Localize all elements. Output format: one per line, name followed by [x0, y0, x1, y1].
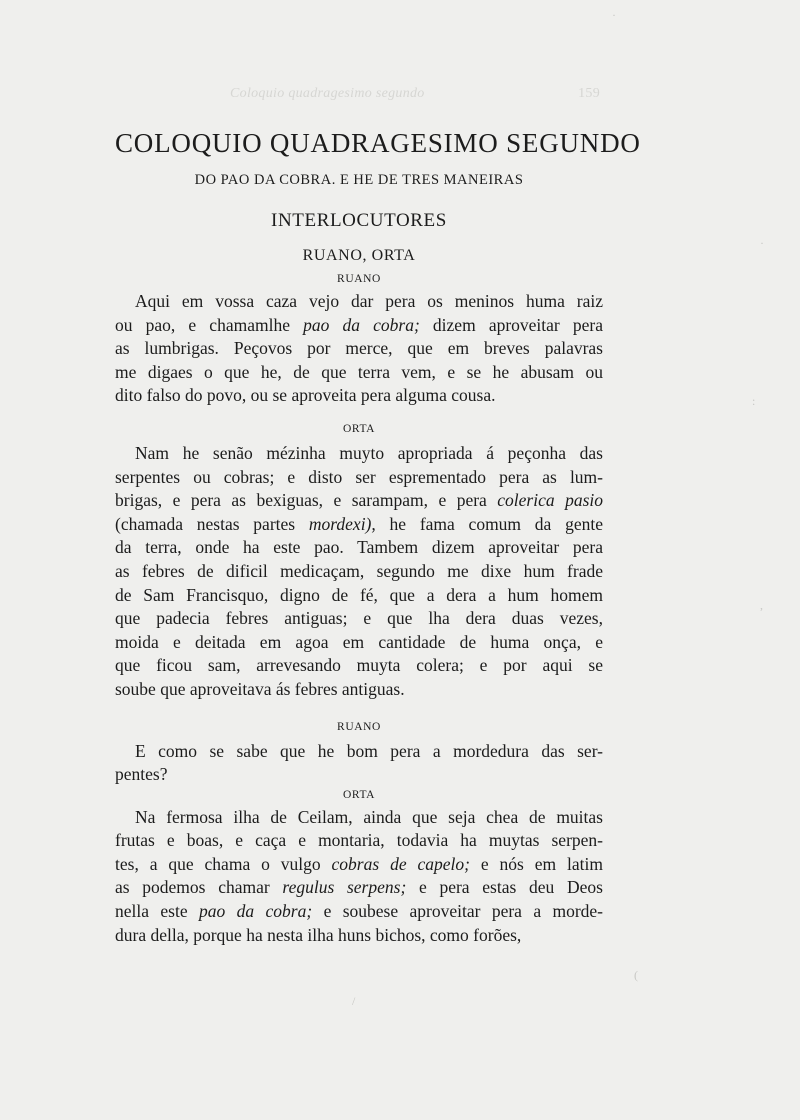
text-line: da terra, onde ha este pao. Tambem dizem aproveitar pera — [115, 537, 603, 558]
text-line: as lumbrigas. Peçovos por merce, que em breves palavras — [115, 338, 603, 359]
text-line: de Sam Francisquo, digno de fé, que a dera a hum homem — [115, 584, 603, 605]
italic-term: regulus serpens; — [282, 877, 407, 898]
text-line: que padecia febres antiguas; e que lha dera duas vezes, — [115, 608, 603, 629]
text-line: E como se sabe que he bom pera a mordedura das ser- — [135, 740, 603, 761]
text-line: (chamada nestas partes mordexi), he fama comum da gente — [115, 513, 603, 534]
dialogue-paragraph — [115, 442, 603, 702]
speaker-label: RUANO — [337, 720, 381, 733]
text-line: soube que aproveitava ás febres antiguas. — [115, 678, 405, 699]
text-line: tes, a que chama o vulgo cobras de capelo; e nós em latim — [115, 853, 603, 874]
italic-term: colerica pasio — [497, 490, 604, 511]
book-page: Coloquio quadragesimo segundo 159 · · : , ( / COLOQUIO QUADRAGESIMO SEGUNDO DO PAO DA COBRA. E HE DE TRES MANEIRAS INTERLOCUTORES RUANO, ORTA RUANO Aqui em vossa caza vejo dar pera os meninos huma raiz ou pao, e chamamlhe pao da cobra; dizem aproveitar pera as lumbrigas. Peçovos por merce, que em breves palavras me digaes o que he, de que terra vem, e se he abusam ou dito falso do povo, ou se aproveita pera alguma cousa. ORTA Nam he senão mézinha muyto apropriada á peçonha das serpentes ou cobras; e disto ser esprementado pera as lum- brigas, e pera as bexiguas, e sarampam, e pera colerica pasio (chamada nestas partes mordexi), he fama comum da gente da terra, onde ha este pao. Tambem dizem aproveitar pera as febres de dificil medicaçam, segundo me dixe hum frade de Sam Francisquo, digno de fé, que a dera a hum homem que padecia febres antiguas; e que lha dera duas vezes, moida e deitada em agoa em cantidade de huma onça, e que ficou sam, arrevesando muyta colera; e por aqui se soube que aproveitava ás febres antiguas. RUANO E como se sabe que he bom pera a mordedura das ser- pentes? ORTA Na fermosa ilha de Ceilam, ainda que seja chea de muitas frutas e boas, e caça e montaria, todavia ha muytas serpen- tes, a que chama o vulgo cobras de capelo; e nós em latim as podemos chamar regulus serpens; e pera estas deu Deos nella este pao da cobra; e soubese aproveitar pera a morde- dura della, porque ha nesta ilha huns bichos, como forões, — [115, 8, 764, 1008]
text-line: nella este pao da cobra; e soubese aproveitar pera a morde- — [115, 901, 604, 922]
text-line: serpentes ou cobras; e disto ser esprementado pera as lum- — [115, 466, 603, 487]
italic-term: mordexi), — [308, 513, 376, 534]
running-header-title: Coloquio quadragesimo segundo — [230, 86, 425, 101]
text-line: me digaes o que he, de que terra vem, e se he abusam ou — [115, 361, 603, 382]
italic-term: pao da cobra; — [199, 901, 313, 922]
text-line: as podemos chamar regulus serpens; e pera estas deu Deos — [115, 877, 603, 898]
chapter-subtitle: DO PAO DA COBRA. E HE DE TRES MANEIRAS — [194, 172, 524, 188]
dialogue-paragraph — [115, 806, 603, 948]
running-header-page-number: 159 — [578, 86, 600, 101]
speaker-label: RUANO — [337, 273, 381, 285]
speaker-label: ORTA — [342, 422, 376, 435]
chapter-title: COLOQUIO QUADRAGESIMO SEGUNDO — [115, 128, 641, 158]
dialogue-paragraph — [115, 740, 603, 787]
interlocutors-heading: INTERLOCUTORES — [271, 210, 447, 231]
italic-term: pao da cobra; — [303, 314, 420, 335]
text-line: pentes? — [115, 764, 168, 785]
dialogue-paragraph — [115, 290, 603, 408]
show-through-running-header — [230, 86, 600, 102]
text-line: Na fermosa ilha de Ceilam, ainda que seja chea de muitas — [135, 806, 603, 827]
text-line: Nam he senão mézinha muyto apropriada á peçonha das — [135, 442, 603, 463]
text-line: dura della, porque ha nesta ilha huns bichos, como forões, — [115, 924, 522, 945]
text-line: Aqui em vossa caza vejo dar pera os meninos huma raiz — [135, 291, 603, 311]
text-line: frutas e boas, e caça e montaria, todavia ha muytas serpen- — [115, 830, 603, 851]
text-block — [115, 126, 641, 947]
text-line: dito falso do povo, ou se aproveita pera alguma cousa. — [115, 385, 496, 406]
speaker-label: ORTA — [342, 788, 376, 801]
text-line: ou pao, e chamamlhe pao da cobra; dizem aproveitar pera — [115, 314, 604, 335]
text-line: as febres de dificil medicaçam, segundo me dixe hum frade — [115, 560, 603, 581]
italic-term: cobras de capelo; — [331, 853, 470, 874]
text-line: que ficou sam, arrevesando muyta colera; e por aqui se — [115, 655, 603, 676]
text-line: brigas, e pera as bexiguas, e sarampam, e pera colerica pasio — [115, 490, 604, 511]
interlocutors-names: RUANO, ORTA — [302, 247, 416, 264]
text-line: moida e deitada em agoa em cantidade de huma onça, e — [115, 631, 603, 652]
